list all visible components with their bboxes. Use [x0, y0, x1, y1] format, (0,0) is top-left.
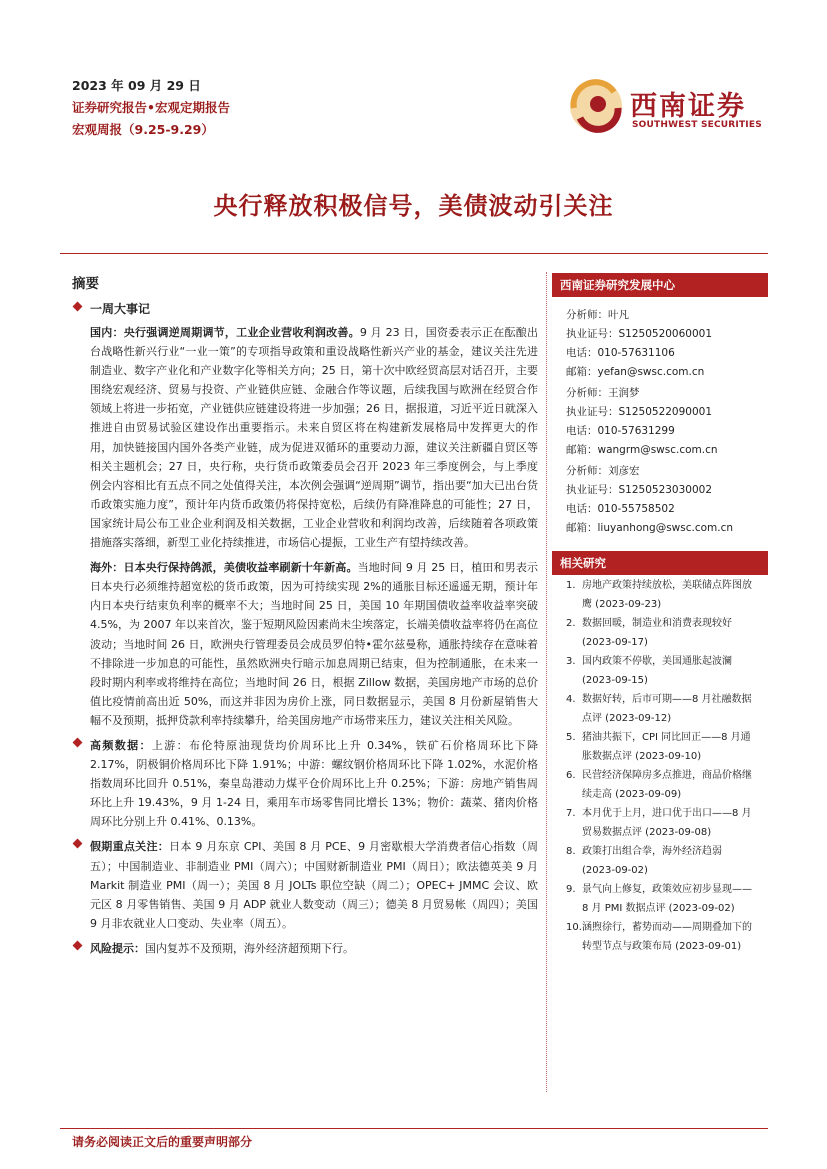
related-item[interactable]: 8. 政策打出组合拳，海外经济趋弱 (2023-09-02) [566, 846, 722, 876]
overseas-paragraph [90, 558, 538, 730]
analyst-license: 执业证号：S1250522090001 [566, 406, 713, 418]
analyst-name: 分析师：叶凡 [566, 309, 629, 321]
analyst-email[interactable]: 邮箱：liuyanhong@swsc.com.cn [566, 522, 734, 534]
analyst-email[interactable]: 邮箱：wangrm@swsc.com.cn [566, 444, 718, 456]
analyst-phone: 电话：010-57631106 [566, 347, 675, 359]
risk-body: 国内复苏不及预期，海外经济超预期下行。 [145, 941, 354, 955]
hf-lead: 高频数据： [90, 738, 152, 752]
weekly-range: 宏观周报（9.25-9.29） [72, 122, 214, 137]
risk-lead: 风险提示： [90, 941, 145, 955]
hf-block [70, 736, 538, 831]
footer-divider [60, 1128, 768, 1129]
analyst-email[interactable]: 邮箱：yefan@swsc.com.cn [566, 366, 705, 378]
related-item[interactable]: 7. 本月优于上月，进口优于出口——8 月 贸易数据点评 (2023-09-08) [566, 808, 752, 838]
logo-text-cn: 西南证券 [630, 91, 746, 122]
analyst-phone: 电话：010-57631299 [566, 425, 675, 437]
domestic-body: 9 月 23 日，国资委表示正在酝酿出台战略性新兴行业“一业一策”的专项指导政策和重设战略性新兴产业的基金，建议关注先进制造业、数字产业化和产业数字化等相关方向；25 日，第十次中欧经贸高层对话召开，主要围绕宏观经济、贸易与投资、产业链供应链、金融合作等议题，后续我国与欧洲在经贸合作领域上将进一步拓宽，产业链供应链建设将进一步加强；26 日，据报道，习近平近日就深入推进自由贸易试验区建设作出重要指示。未来自贸区将在构建新发展格局中发挥更大的作用，加快链接国内国外各类产业链，成为促进双循环的重要动力源，建议关注新疆自贸区等相关主题机会；27 日，央行称，央行货币政策委员会召开 2023 年三季度例会，与上季度例会内容相比有五点不同之处值得关注，本次例会强调“逆周期”调节，指出要“加大已出台货币政策实施力度”，预计年内货币政策仍将保持宽松，后续仍有降准降息的可能性；27 日，国家统计局公布工业企业利润及相关数据，工业企业营收和利润均改善，后续随着各项政策措施落实落细，新型工业化持续推进，市场信心提振，工业生产有望持续改善。 [90, 326, 539, 550]
report-date: 2023 年 09 月 29 日 [72, 78, 201, 93]
diamond-bullet-icon [73, 738, 83, 748]
related-item[interactable]: 3. 国内政策不停歇，美国通胀起波澜 (2023-09-15) [566, 656, 732, 686]
analyst-name: 分析师：刘彦宏 [566, 465, 640, 477]
analyst-license: 执业证号：S1250520060001 [566, 328, 713, 340]
analyst-name: 分析师：王润梦 [566, 387, 640, 399]
overseas-lead: 海外：日本央行保持鸽派，美债收益率刷新十年新高。 [90, 561, 358, 575]
report-title: 央行释放积极信号，美债波动引关注 [213, 192, 614, 220]
diamond-bullet-icon [73, 940, 83, 950]
analyst-phone: 电话：010-55758502 [566, 503, 675, 515]
logo-text-en: SOUTHWEST SECURITIES [632, 120, 762, 130]
related-item[interactable]: 4. 数据好转，后市可期——8 月社融数据 点评 (2023-09-12) [566, 694, 752, 724]
overseas-body: 当地时间 9 月 25 日，植田和男表示日本央行必须维持超宽松的货币政策，因为可持续实现 2%的通胀目标还遥遥无期，预计年内日本央行结束负利率的概率不大；当地时间 25 日，美国 10 年期国债收益率收益率突破 4.5%，为 2007 年以来首次，鉴于短期风险因素尚未尘埃落定，长端美债收益率将仍在高位波动；当地时间 26 日，欧洲央行管理委员会成员罗伯特•霍尔兹曼称，通胀持续存在意味着不排除进一步加息的可能性，虽然欧洲央行暗示加息周期已结束，但为控制通胀，在未来一段时期内利率或将维持在高位；当地时间 26 日，根据 Zillow 数据，美国房地产市场的总价值比疫情前高出近 50%，而这并非因为房价上涨，同日数据显示，美国 8 月份新屋销售大幅不及预期，抵押贷款利率持续攀升，给美国房地产市场带来压力，建议关注相关风险。 [90, 561, 538, 727]
week-events-heading: 一周大事记 [70, 300, 538, 317]
related-item[interactable]: 5. 猪油共振下，CPI 同比回正——8 月通 胀数据点评 (2023-09-10) [566, 732, 751, 762]
related-item[interactable]: 6. 民营经济保障房多点推进，商品价格继 续走高 (2023-09-09) [566, 770, 752, 800]
related-item[interactable]: 10. 涵煦徐行，蓄势而动——周期叠加下的 转型节点与政策布局 (2023-09-01) [566, 922, 752, 952]
analyst-license: 执业证号：S1250523030002 [566, 484, 713, 496]
analyst-card [566, 462, 766, 538]
analyst-card [566, 306, 766, 382]
domestic-paragraph [90, 323, 538, 552]
summary-body [70, 296, 538, 964]
domestic-lead: 国内：央行强调逆周期调节，工业企业营收利润改善。 [90, 326, 360, 339]
report-type: 证券研究报告•宏观定期报告 [72, 100, 230, 115]
holiday-body: 日本 9 月东京 CPI、美国 8 月 PCE、9 月密歇根大学消费者信心指数（周五）；中国制造业、非制造业 PMI（周六）；中国财新制造业 PMI（周日）；欧法德英美 9 月 Markit 制造业 PMI（周一）；美国 8 月 JOLTs 职位空缺（周二）；OPEC+ JMMC 会议、欧元区 8 月零售销售、美国 9 月 ADP 就业人数变动（周三）；德美 8 月贸易帐（周四）；美国 9 月非农就业人口变动、失业率（周五）。 [90, 840, 539, 930]
holiday-lead: 假期重点关注： [90, 840, 170, 854]
holiday-block [70, 837, 538, 932]
disclaimer-footer: 请务必阅读正文后的重要声明部分 [72, 1135, 253, 1149]
hf-body: 上游：布伦特原油现货均价周环比上升 0.34%，铁矿石价格周环比下降 2.17%，阴极铜价格周环比下降 1.91%；中游：螺纹钢价格周环比下降 1.02%，水泥价格指数周环比回升 0.51%，秦皇岛港动力煤平仓价周环比上升 0.25%；下游：房地产销售周环比上升 19.43%，9 月 1-24 日，乘用车市场零售同比增长 13%；物价：蔬菜、猪肉价格周环比分别上升 0.41%、0.13%。 [90, 738, 538, 829]
related-item[interactable]: 2. 数据回暖，制造业和消费表现较好 (2023-09-17) [566, 618, 732, 648]
logo-emblem-icon [568, 78, 624, 134]
related-research-header: 相关研究 [552, 551, 768, 575]
summary-heading: 摘要 [72, 276, 99, 292]
column-divider [546, 272, 547, 1092]
analyst-card [566, 384, 766, 460]
title-divider [60, 253, 768, 254]
risk-block [70, 939, 538, 958]
diamond-bullet-icon [73, 302, 83, 312]
related-item[interactable]: 9. 景气向上修复，政策效应初步显现—— 8 月 PMI 数据点评 (2023-09-02) [566, 884, 752, 914]
related-item[interactable]: 1. 房地产政策持续放松，美联储点阵图放 鹰 (2023-09-23) [566, 580, 752, 610]
research-center-header: 西南证券研究发展中心 [552, 273, 768, 297]
company-logo [568, 78, 768, 138]
diamond-bullet-icon [73, 839, 83, 849]
